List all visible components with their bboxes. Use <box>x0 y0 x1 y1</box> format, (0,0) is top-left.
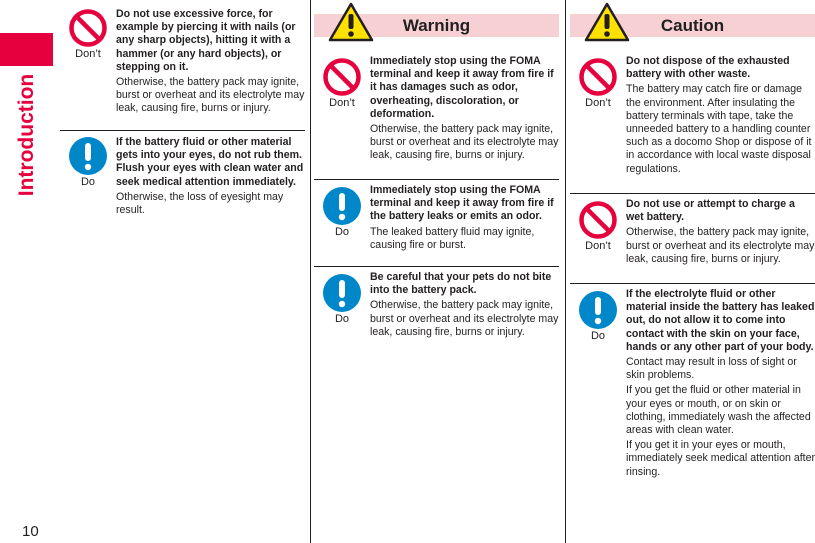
warning-triangle-icon <box>328 2 374 42</box>
icon-block <box>314 273 370 326</box>
item-heading: Do not dispose of the exhausted battery with other waste. <box>626 55 790 81</box>
header-title: Caution <box>660 16 725 35</box>
section-label <box>13 73 41 197</box>
item-text <box>116 8 305 116</box>
safety-item <box>314 266 559 339</box>
icon-caption: Do <box>334 226 350 238</box>
column-1 <box>60 6 305 217</box>
safety-item <box>570 283 815 479</box>
item-text <box>370 184 559 252</box>
item-text <box>116 136 305 217</box>
item-text <box>370 271 559 339</box>
item-heading: Do not use or attempt to charge a wet battery. <box>626 198 795 224</box>
item-heading: If the battery fluid or other material gets into your eyes, do not rub them. Flush your eyes with clean water and seek medical attention immediately. <box>116 136 304 188</box>
icon-caption: Do <box>590 330 606 342</box>
safety-item <box>60 130 305 217</box>
item-text <box>626 198 815 266</box>
header-title: Warning <box>402 16 471 35</box>
dont-icon-slot <box>314 57 370 97</box>
column-3 <box>570 0 815 479</box>
instruction-icon <box>578 290 618 330</box>
caution-triangle-icon <box>584 2 630 42</box>
item-body: Otherwise, the battery pack may ignite, burst or overheat and its electrolyte may leak, causing fire, burns or injury. <box>370 123 559 162</box>
do-icon-slot <box>570 290 626 330</box>
safety-item <box>60 6 305 130</box>
icon-caption: Don’t <box>585 240 611 252</box>
icon-caption: Don’t <box>75 48 101 60</box>
instruction-icon <box>68 136 108 176</box>
icon-block <box>570 200 626 253</box>
item-text <box>626 288 815 479</box>
dont-icon-slot <box>570 57 626 97</box>
safety-item <box>314 179 559 266</box>
icon-caption: Do <box>334 313 350 325</box>
icon-block <box>570 57 626 110</box>
item-body: Contact may result in loss of sight or skin problems. <box>626 356 797 382</box>
icon-block <box>60 8 116 61</box>
icon-block <box>60 136 116 189</box>
warning-header <box>314 0 559 38</box>
item-body: Otherwise, the battery pack may ignite, burst or overheat and its electrolyte may leak, causing fire, burns or injury. <box>626 226 815 265</box>
safety-item <box>570 193 815 283</box>
item-body: Otherwise, the battery pack may ignite, burst or overheat and its electrolyte may leak, causing fire, burns or injury. <box>370 299 559 338</box>
item-heading: Be careful that your pets do not bite into the battery pack. <box>370 271 552 297</box>
safety-item <box>570 55 815 193</box>
column-2 <box>314 0 559 339</box>
item-text <box>370 55 559 163</box>
icon-block <box>314 186 370 239</box>
section-label-text: Introduction <box>15 73 38 197</box>
column-divider-2 <box>565 0 566 543</box>
prohibit-icon <box>68 8 108 48</box>
item-body: If you get the fluid or other material in your eyes or mouth, or on skin or clothing, immediately wash the affected areas with clean water. <box>626 384 811 437</box>
item-heading: Do not use excessive force, for example by piercing it with nails (or any sharp objects), hitting it with a hammer (or any hard objects), or stepping on it. <box>116 8 296 73</box>
item-body: If you get it in your eyes or mouth, immediately seek medical attention after rinsing. <box>626 439 815 478</box>
item-body: Otherwise, the battery pack may ignite, burst or overheat and its electrolyte may leak, causing fire, burns or injury. <box>116 76 305 115</box>
section-tab-marker <box>0 33 53 66</box>
item-text <box>626 55 815 176</box>
item-heading: Immediately stop using the FOMA terminal and keep it away from fire if the battery leaks or emits an odor. <box>370 184 554 223</box>
icon-caption: Don’t <box>585 97 611 109</box>
do-icon-slot <box>314 273 370 313</box>
item-heading: If the electrolyte fluid or other material inside the battery has leaked out, do not allow it to come into contact with the skin on your face, hands or any other part of your body. <box>626 288 815 353</box>
icon-caption: Don’t <box>329 97 355 109</box>
prohibit-icon <box>578 200 618 240</box>
column-divider-1 <box>310 0 311 543</box>
page-number: 10 <box>22 523 39 540</box>
prohibit-icon <box>322 57 362 97</box>
icon-caption: Do <box>80 176 96 188</box>
item-heading: Immediately stop using the FOMA terminal and keep it away from fire if it has damages such as odor, overheating, discoloration, or deformation. <box>370 55 554 120</box>
do-icon-slot <box>314 186 370 226</box>
safety-item <box>314 55 559 179</box>
item-body: The leaked battery fluid may ignite, causing fire or burst. <box>370 225 535 251</box>
icon-block <box>314 57 370 110</box>
instruction-icon <box>322 273 362 313</box>
instruction-icon <box>322 186 362 226</box>
dont-icon-slot <box>570 200 626 240</box>
do-icon-slot <box>60 136 116 176</box>
item-body: The battery may catch fire or damage the environment. After insulating the battery terminals with tape, take the unneeded battery to a handling counter such as a docomo Shop or dispose of it in accordance with local waste disposal regulations. <box>626 83 812 175</box>
dont-icon-slot <box>60 8 116 48</box>
caution-header <box>570 0 815 38</box>
prohibit-icon <box>578 57 618 97</box>
icon-block <box>570 290 626 343</box>
item-body: Otherwise, the loss of eyesight may result. <box>116 190 284 217</box>
